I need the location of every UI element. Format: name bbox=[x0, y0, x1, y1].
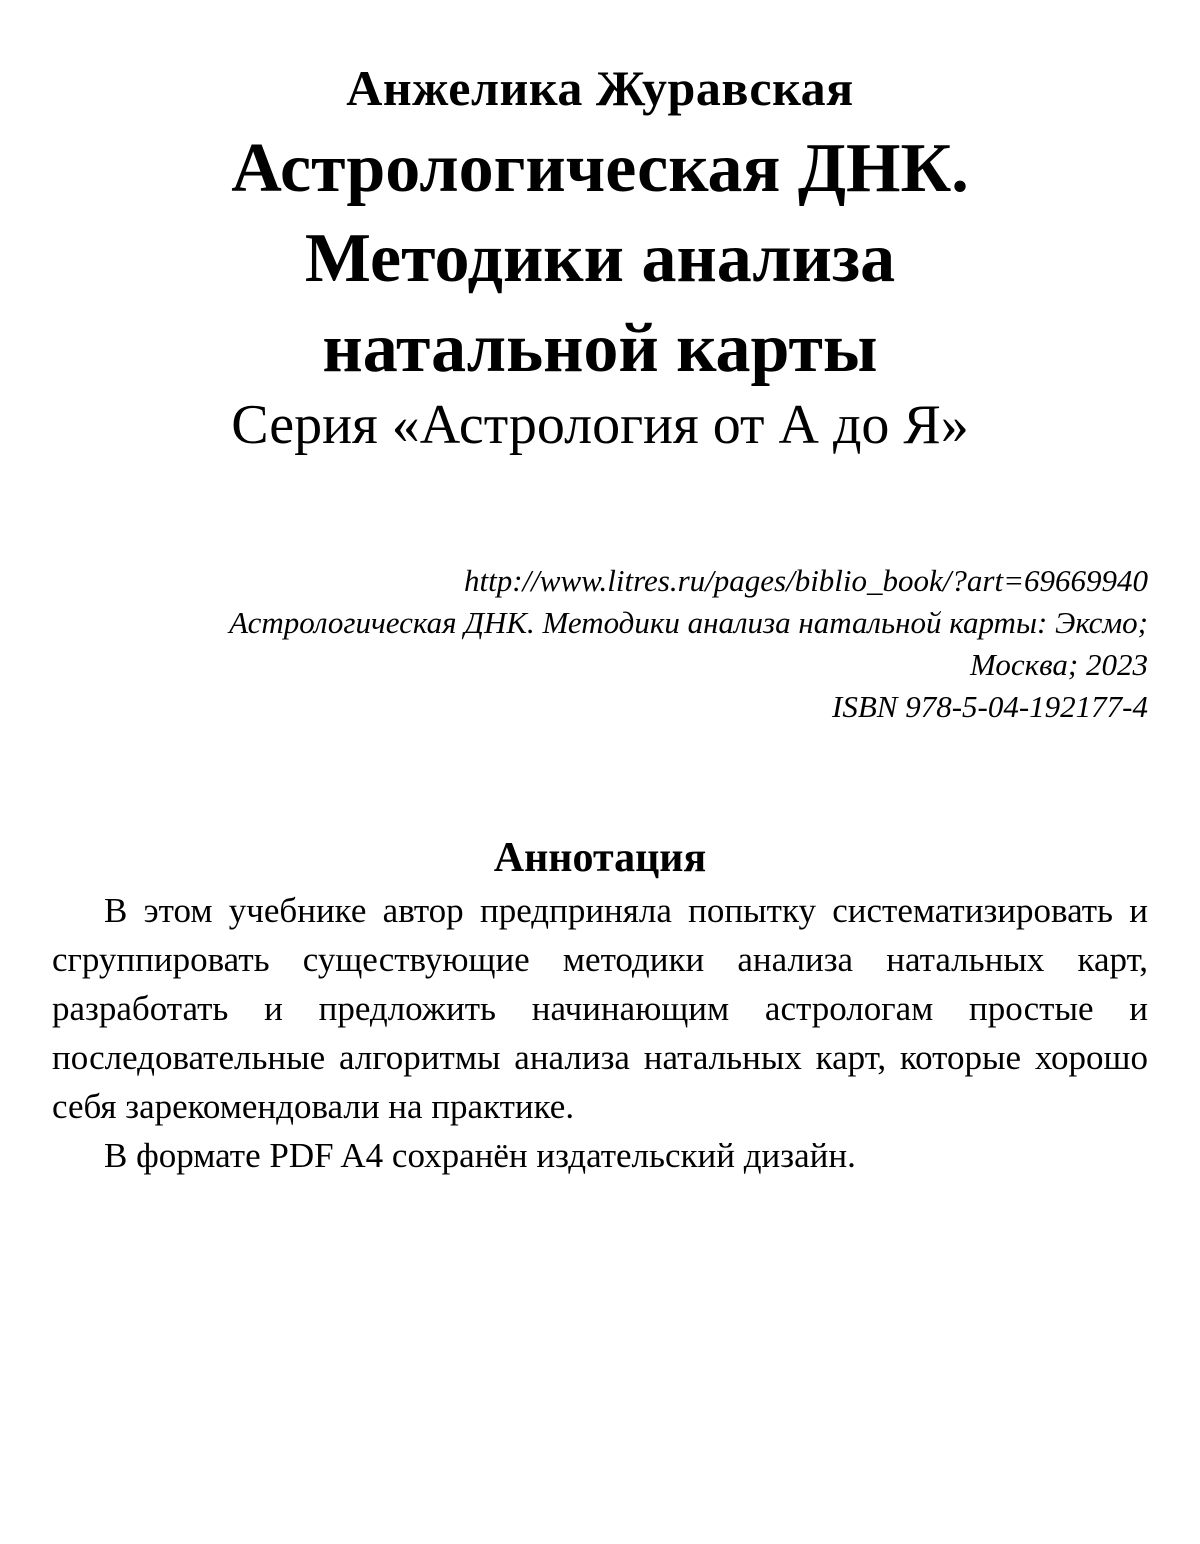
source-url[interactable]: http://www.litres.ru/pages/biblio_book/?art=69669940 bbox=[464, 563, 1148, 598]
book-title-line: натальной карты bbox=[322, 310, 878, 387]
annotation-heading: Аннотация bbox=[493, 835, 707, 881]
isbn: ISBN 978-5-04-192177-4 bbox=[832, 689, 1148, 724]
book-title bbox=[0, 124, 1200, 394]
annotation-body bbox=[52, 886, 1148, 1180]
publication-info bbox=[52, 560, 1148, 728]
annotation-paragraph: В формате PDF A4 сохранён издательский дизайн. bbox=[104, 1136, 856, 1175]
publication-details: Астрологическая ДНК. Методики анализа натальной карты: Эксмо; bbox=[229, 605, 1148, 640]
publication-city-year: Москва; 2023 bbox=[970, 647, 1148, 682]
series-title: Серия «Астрология от А до Я» bbox=[231, 394, 969, 456]
author-name: Анжелика Журавская bbox=[346, 60, 854, 116]
book-title-line: Методики анализа bbox=[304, 220, 896, 297]
book-title-line: Астрологическая ДНК. bbox=[231, 130, 969, 207]
annotation-paragraph: В этом учебнике автор предприняла попытку систематизировать и сгруппировать существующие методики анализа натальных карт, разработать и предложить начинающим астрологам простые и последовательные алгоритмы анализа натальных карт, которые хорошо себя зарекомендовали на практике. bbox=[52, 891, 1148, 1126]
